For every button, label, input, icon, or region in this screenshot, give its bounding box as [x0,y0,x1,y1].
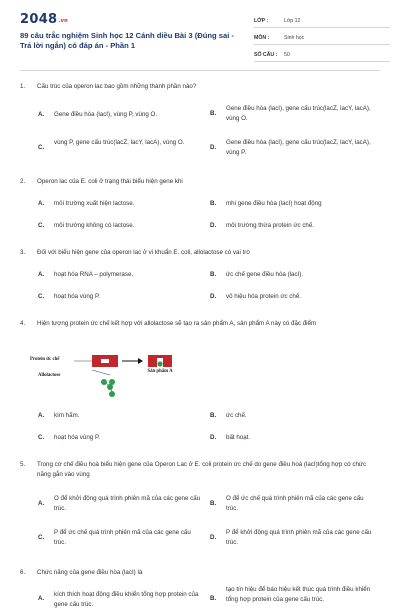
option-text: bất hoạt. [226,434,251,441]
repressor-bridge-bottom [101,363,109,367]
option-text: P để khởi động quá trình phiên mã của các gene cấu trúc. [226,529,372,546]
repressor-block-left [92,355,101,367]
option-letter: C. [38,293,45,300]
option-text: hoạt hóa vùng P. [54,434,100,441]
meta-value: Lớp 12 [284,17,301,24]
option-letter: B. [210,412,217,419]
option-text: Gene điều hòa (lacI), vùng P, vùng O. [54,111,158,118]
question-number: 6. [20,569,26,576]
product-label: Sản phẩm A [147,369,173,374]
option-letter: A. [38,500,45,507]
reaction-arrow-head [138,358,143,364]
product-bridge [157,355,163,358]
option-letter: A. [38,412,45,419]
option-text: hoạt hóa RNA – polymerase. [54,271,134,278]
option-text: hoạt hóa vùng P. [54,293,100,300]
option-letter: C. [38,144,45,151]
option-letter: D. [210,434,217,441]
document-title: 89 câu trắc nghiệm Sinh học 12 Cánh diều Bài 3 (Đúng sai - Trả lời ngắn) có đáp án - Phần 1 [20,31,234,50]
question-text: Hiện tượng protein ức chế kết hợp với allolactose sẽ tạo ra sản phẩm A, sản phẩm A này có đặc điểm [37,320,317,327]
logo-text: 2048 [20,12,58,27]
option-letter: D. [210,222,217,229]
repressor-allolactose-figure [30,352,190,410]
option-letter: A. [38,111,45,118]
option-letter: A. [38,595,45,602]
protein-label: Protein ức chế [30,357,60,362]
meta-label: SỐ CÂU : [254,51,278,58]
option-text: O để khởi động quá trình phiên mã của các gene cấu trúc. [54,495,201,512]
option-letter: A. [38,200,45,207]
option-letter: B. [210,500,217,507]
option-text: kích thích hoạt động điều khiển tổng hợp protein của gene cấu trúc. [54,591,199,608]
meta-label: MÔN : [254,34,270,41]
allolactose-pointer [92,370,110,375]
question-number: 4. [20,320,26,327]
option-text: P để ức chế quá trình phiên mã của các gene cấu trúc. [54,529,191,546]
question-text: Cấu trúc của operon lac bao gồm những thành phần nào? [37,83,197,90]
option-letter: C. [38,222,45,229]
option-letter: A. [38,271,45,278]
option-text: môi trường xuất hiện lactose. [54,200,135,207]
product-bound-molecule [157,361,162,366]
question-number: 2. [20,178,26,185]
page-header [0,0,400,64]
option-text: mhi gene điều hòa (lacI) hoạt động [226,200,322,207]
option-letter: D. [210,293,217,300]
option-text: ức chế gene điều hòa (lacI). [226,271,304,278]
option-letter: B. [210,595,217,602]
question-text: Operon lac của E. coli ở trạng thái biểu hiện gene khi [37,178,183,185]
option-text: Gene điều hòa (lacI), gene cấu trúc(lacZ, lacY, lacA), vùng O. [226,105,371,122]
product-block-left [148,355,157,367]
repressor-block-right [109,355,118,367]
option-text: vùng P, gene cấu trúc(lacZ, lacY, lacA), vùng O. [54,139,185,146]
repressor-bridge-top [101,355,109,359]
allolactose-label: Allolactose [38,373,61,378]
option-text: vô hiệu hóa protein ức chế. [226,293,302,300]
meta-value: Sinh học [284,34,305,41]
option-text: Gene điều hòa (lacI), gene cấu trúc(lacZ, lacY, lacA), vùng P. [226,139,371,156]
option-letter: D. [210,534,217,541]
allolactose-molecule [107,384,113,390]
site-logo[interactable] [20,12,68,27]
allolactose-molecule [101,379,107,385]
option-text: môi trường thừa protein ức chế. [226,222,315,229]
option-letter: C. [38,434,45,441]
allolactose-molecule [109,391,115,397]
question-text: Đối với biểu hiện gene của operon lac ở vi khuẩn E. coli, allolactose có vai trò [37,249,250,256]
option-text: ức chế. [226,412,247,419]
option-text: tạo tín hiệu để báo hiệu kết thúc quá trình điều khiển tổng hợp protein của gene cấu trúc. [226,586,371,603]
option-text: môi trường không có lactose. [54,222,135,229]
meta-row-subject [254,31,390,45]
option-letter: B. [210,110,217,117]
option-letter: D. [210,144,217,151]
meta-value: 50 [284,51,290,58]
option-letter: B. [210,271,217,278]
logo-suffix: .vn [58,18,69,24]
question-number: 3. [20,249,26,256]
option-text: kìm hãm. [54,412,80,419]
question-text: Chức năng của gene điều hòa (lacI) là [37,569,143,576]
product-block-right [163,355,172,367]
question-number: 1. [20,83,26,90]
header-divider [20,70,380,71]
meta-row-class [254,14,390,28]
option-text: O để ức chế quá trình phiên mã của các gene cấu trúc. [226,495,364,512]
meta-row-count [254,48,390,62]
question-number: 5. [20,461,26,468]
option-letter: C. [38,534,45,541]
option-letter: B. [210,200,217,207]
meta-label: LỚP : [254,17,269,24]
document-meta [254,14,390,65]
question-text: Trong cơ chế điều hoà biểu hiện gene của Operon Lac ở E. coli protein ức chế do gene điều hoà (lacI)tổng hợp có chức năng gắn vào vùng [37,461,367,478]
